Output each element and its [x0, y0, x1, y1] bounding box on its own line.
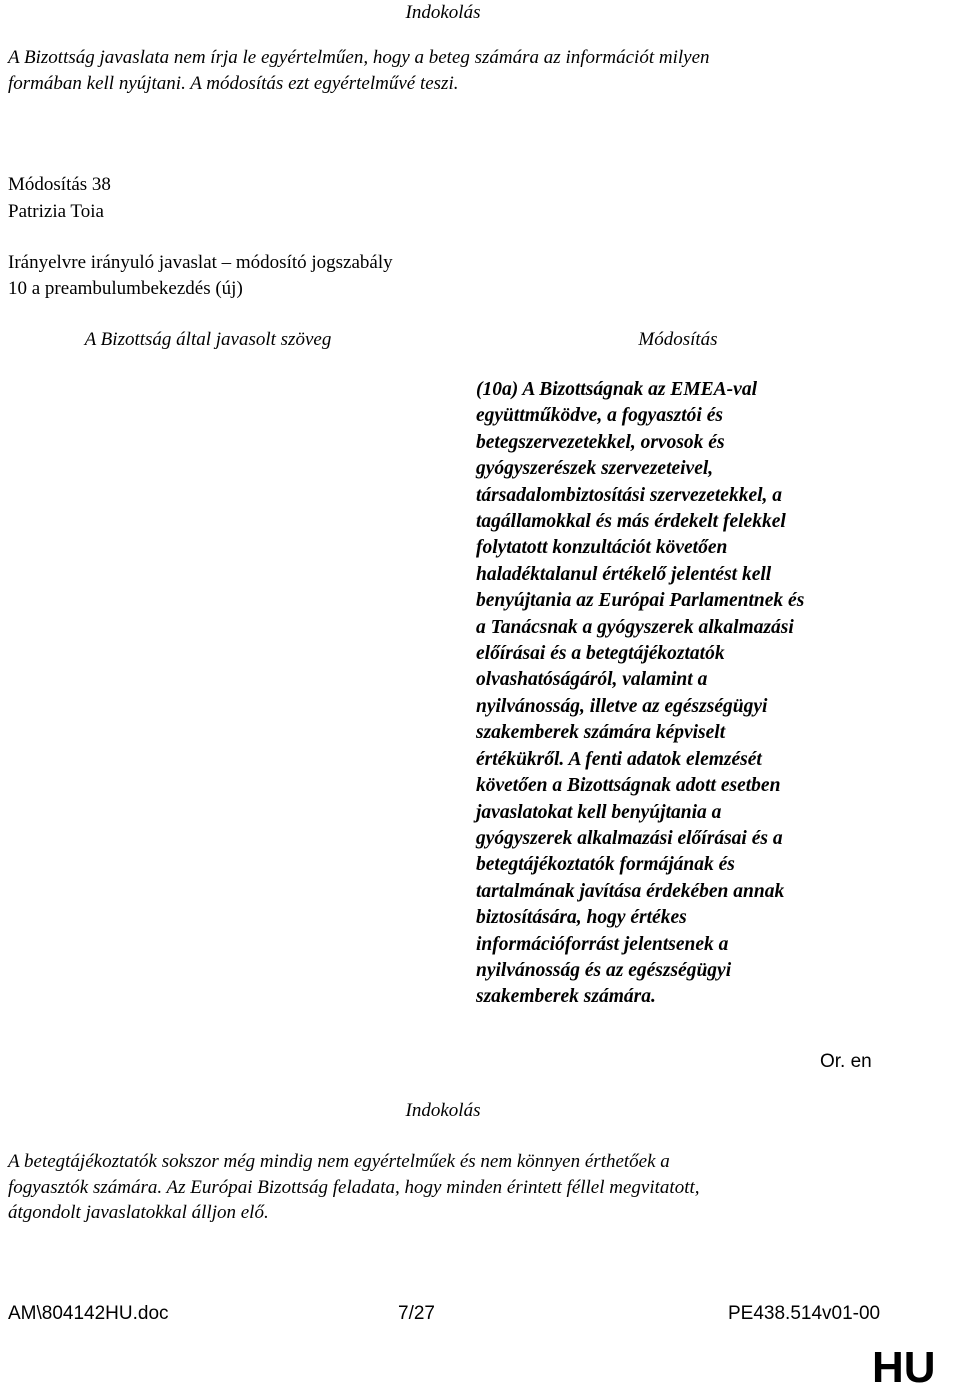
column-header-amendment: Módosítás — [638, 329, 718, 350]
recital-reference: 10 a preambulumbekezdés (új) — [8, 278, 243, 299]
amendment-text: (10a) A Bizottságnak az EMEA-val együttműködve, a fogyasztói és betegszervezetekkel, orvosok és gyógyszerészek szervezeteivel, társadalombiztosítási szervezetekkel, a tagállamokkal és más érdekelt felekkel folytatott konzultációt követően haladéktalanul értékelő jelentést kell benyújtania az Európai Parlamentnek és a Tanácsnak a gyógyszerek alkalmazási előírásai és a betegtájékoztatók olvashatóságáról, valamint a nyilvánosság, illetve az egészségügyi szakemberek számára képviselt értékükről. A fenti adatok elemzését követően a Bizottságnak adott esetben javaslatokat kell benyújtania a gyógyszerek alkalmazási előírásai és a betegtájékoztatók formájának és tartalmának javítása érdekében annak biztosítására, hogy értékes információforrást jelentsenek a nyilvánosság és az egészségügyi szakemberek számára. — [476, 379, 805, 1008]
footer-page-number: 7/27 — [398, 1303, 435, 1324]
footer-pe-reference: PE438.514v01-00 — [728, 1303, 881, 1324]
original-language: Or. en — [820, 1051, 872, 1072]
amendment-number: Módosítás 38 — [8, 174, 111, 195]
top-justification-heading: Indokolás — [405, 2, 481, 23]
column-header-commission-text: A Bizottság által javasolt szöveg — [84, 329, 332, 350]
top-justification-text: A Bizottság javaslata nem írja le egyértelműen, hogy a beteg számára az információt milyen formában kell nyújtani. A módosítás ezt egyértelművé teszi. — [8, 47, 710, 94]
proposal-title: Irányelvre irányuló javaslat – módosító jogszabály — [8, 252, 393, 273]
footer-language-code: HU — [872, 1343, 936, 1392]
footer-doc-reference: AM\804142HU.doc — [8, 1303, 169, 1324]
bottom-justification-heading: Indokolás — [405, 1100, 481, 1121]
amendment-author: Patrizia Toia — [8, 201, 104, 222]
bottom-justification-text: A betegtájékoztatók sokszor még mindig nem egyértelműek és nem könnyen érthetőek a fogyasztók számára. Az Európai Bizottság feladata, hogy minden érintett féllel megvitatott, átgondolt javaslatokkal álljon elő. — [8, 1151, 700, 1223]
